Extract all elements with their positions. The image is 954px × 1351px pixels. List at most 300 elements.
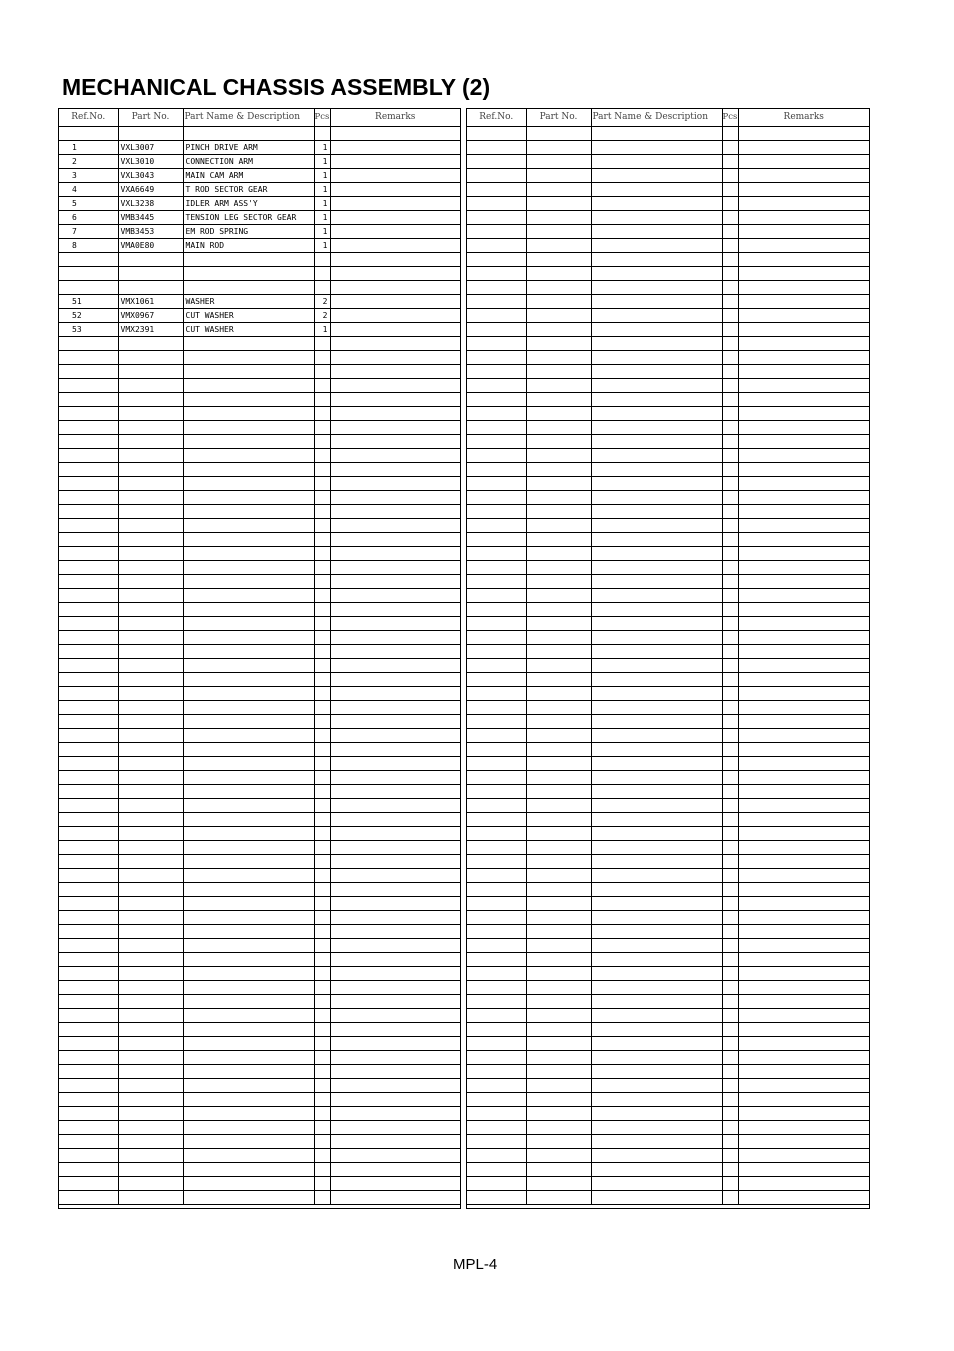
cell-remarks (738, 295, 869, 309)
cell-remarks (330, 1163, 460, 1177)
cell-ref (59, 967, 118, 981)
cell-part (526, 547, 591, 561)
cell-desc (591, 463, 722, 477)
cell-desc (183, 715, 314, 729)
cell-pcs (722, 141, 738, 155)
cell-pcs (314, 925, 330, 939)
cell-part (118, 673, 183, 687)
cell-part (118, 757, 183, 771)
cell-pcs (722, 1009, 738, 1023)
cell-ref (467, 1191, 526, 1205)
cell-ref (467, 295, 526, 309)
cell-ref (59, 1135, 118, 1149)
cell-desc (591, 141, 722, 155)
cell-part (118, 547, 183, 561)
cell-part (526, 379, 591, 393)
cell-ref (467, 183, 526, 197)
cell-remarks (738, 841, 869, 855)
table-row (467, 1177, 869, 1191)
table-row (59, 631, 460, 645)
cell-desc (591, 519, 722, 533)
cell-ref (467, 1149, 526, 1163)
table-row (467, 519, 869, 533)
cell-pcs (722, 435, 738, 449)
cell-desc (183, 421, 314, 435)
cell-pcs (314, 1093, 330, 1107)
table-row (467, 127, 869, 141)
cell-remarks (738, 1163, 869, 1177)
cell-pcs (314, 561, 330, 575)
table-row (59, 645, 460, 659)
cell-pcs (314, 1177, 330, 1191)
cell-desc (183, 435, 314, 449)
cell-pcs (314, 1065, 330, 1079)
cell-pcs (722, 799, 738, 813)
cell-remarks (738, 729, 869, 743)
cell-pcs (722, 603, 738, 617)
cell-ref (467, 547, 526, 561)
cell-pcs (314, 855, 330, 869)
cell-part (118, 645, 183, 659)
cell-desc (591, 659, 722, 673)
cell-desc (183, 841, 314, 855)
cell-pcs (314, 771, 330, 785)
cell-pcs (722, 589, 738, 603)
cell-pcs (722, 239, 738, 253)
cell-part (526, 925, 591, 939)
cell-ref (59, 449, 118, 463)
cell-desc (183, 449, 314, 463)
table-row (467, 1037, 869, 1051)
cell-part (526, 309, 591, 323)
table-row (59, 323, 460, 337)
cell-ref (59, 799, 118, 813)
table-row (467, 435, 869, 449)
cell-remarks (330, 421, 460, 435)
cell-ref (467, 659, 526, 673)
table-row (467, 771, 869, 785)
cell-part (526, 939, 591, 953)
cell-remarks (330, 995, 460, 1009)
table-row (59, 715, 460, 729)
cell-ref (467, 1135, 526, 1149)
cell-desc (183, 561, 314, 575)
cell-pcs (722, 575, 738, 589)
table-row (59, 365, 460, 379)
header-pcs: Pcs (722, 109, 738, 127)
table-row (59, 267, 460, 281)
table-row (467, 547, 869, 561)
cell-ref (467, 253, 526, 267)
cell-pcs (314, 435, 330, 449)
cell-part (526, 1023, 591, 1037)
cell-desc (183, 757, 314, 771)
cell-ref (59, 631, 118, 645)
cell-desc (183, 827, 314, 841)
cell-remarks (738, 1191, 869, 1205)
cell-part (526, 533, 591, 547)
cell-pcs (722, 337, 738, 351)
cell-ref: 52 (59, 309, 118, 323)
cell-part (526, 477, 591, 491)
cell-part (118, 407, 183, 421)
cell-part (118, 435, 183, 449)
cell-remarks (330, 1135, 460, 1149)
cell-ref (467, 309, 526, 323)
cell-pcs (314, 421, 330, 435)
cell-pcs (314, 505, 330, 519)
cell-pcs (722, 519, 738, 533)
cell-part (118, 1093, 183, 1107)
cell-ref (59, 1177, 118, 1191)
cell-part: VXL3010 (118, 155, 183, 169)
cell-pcs (314, 799, 330, 813)
cell-pcs (314, 1023, 330, 1037)
cell-remarks (330, 645, 460, 659)
table-row (59, 953, 460, 967)
cell-part (526, 281, 591, 295)
table-row (59, 421, 460, 435)
cell-desc (591, 225, 722, 239)
cell-part (526, 813, 591, 827)
cell-pcs (722, 1037, 738, 1051)
cell-pcs (314, 589, 330, 603)
cell-ref (467, 421, 526, 435)
cell-part (118, 799, 183, 813)
cell-part (118, 1149, 183, 1163)
cell-desc (591, 337, 722, 351)
cell-pcs (722, 351, 738, 365)
cell-pcs (314, 883, 330, 897)
cell-ref (467, 743, 526, 757)
table-row (59, 939, 460, 953)
cell-pcs (314, 463, 330, 477)
cell-pcs (722, 911, 738, 925)
cell-pcs (722, 813, 738, 827)
cell-remarks (738, 449, 869, 463)
cell-part (526, 365, 591, 379)
cell-part (118, 1079, 183, 1093)
cell-pcs (314, 911, 330, 925)
cell-remarks (738, 533, 869, 547)
cell-ref (59, 1023, 118, 1037)
table-row (59, 463, 460, 477)
cell-part (526, 323, 591, 337)
cell-pcs (314, 407, 330, 421)
cell-remarks (330, 141, 460, 155)
cell-pcs (722, 211, 738, 225)
cell-pcs: 2 (314, 295, 330, 309)
cell-desc (183, 967, 314, 981)
cell-pcs (314, 253, 330, 267)
cell-ref: 8 (59, 239, 118, 253)
cell-remarks (738, 1093, 869, 1107)
cell-desc (591, 575, 722, 589)
cell-ref (467, 575, 526, 589)
cell-part (118, 967, 183, 981)
table-row (59, 435, 460, 449)
cell-remarks (330, 351, 460, 365)
cell-part (118, 939, 183, 953)
cell-ref (59, 925, 118, 939)
cell-ref (59, 547, 118, 561)
cell-part (526, 981, 591, 995)
cell-pcs (722, 533, 738, 547)
cell-ref (467, 883, 526, 897)
table-row (467, 477, 869, 491)
cell-remarks (330, 155, 460, 169)
cell-part (118, 687, 183, 701)
table-row (467, 883, 869, 897)
cell-pcs (314, 715, 330, 729)
cell-ref (467, 771, 526, 785)
cell-remarks (330, 365, 460, 379)
table-row (59, 407, 460, 421)
table-row (467, 533, 869, 547)
cell-part (118, 589, 183, 603)
cell-ref (59, 687, 118, 701)
table-row (59, 603, 460, 617)
cell-remarks (330, 393, 460, 407)
table-row (59, 1079, 460, 1093)
cell-ref (467, 323, 526, 337)
cell-remarks (738, 127, 869, 141)
cell-part (526, 869, 591, 883)
cell-pcs (722, 407, 738, 421)
cell-desc (591, 687, 722, 701)
cell-ref (59, 1065, 118, 1079)
cell-desc (591, 757, 722, 771)
cell-pcs (722, 967, 738, 981)
cell-desc (183, 897, 314, 911)
cell-part (118, 701, 183, 715)
cell-ref (59, 729, 118, 743)
cell-ref (59, 757, 118, 771)
cell-pcs (722, 127, 738, 141)
cell-desc (591, 939, 722, 953)
table-row (59, 1121, 460, 1135)
cell-desc (591, 743, 722, 757)
cell-part (526, 211, 591, 225)
table-row (467, 463, 869, 477)
cell-desc (591, 897, 722, 911)
cell-remarks (738, 351, 869, 365)
cell-pcs (722, 617, 738, 631)
cell-desc (591, 785, 722, 799)
cell-pcs (722, 505, 738, 519)
cell-remarks (330, 1177, 460, 1191)
cell-part (526, 953, 591, 967)
cell-pcs (722, 883, 738, 897)
header-remarks: Remarks (738, 109, 869, 127)
table-row (59, 519, 460, 533)
cell-ref (59, 645, 118, 659)
cell-part (526, 127, 591, 141)
cell-desc (183, 925, 314, 939)
cell-desc (183, 351, 314, 365)
cell-remarks (330, 813, 460, 827)
cell-part (118, 351, 183, 365)
cell-desc: EM ROD SPRING (183, 225, 314, 239)
cell-remarks (330, 967, 460, 981)
cell-desc (183, 1079, 314, 1093)
cell-pcs (314, 1135, 330, 1149)
cell-ref (59, 617, 118, 631)
cell-remarks (330, 701, 460, 715)
cell-desc (591, 645, 722, 659)
cell-pcs (722, 225, 738, 239)
table-row (59, 379, 460, 393)
table-row (59, 1009, 460, 1023)
cell-remarks (738, 967, 869, 981)
header-part-no: Part No. (118, 109, 183, 127)
cell-desc (591, 1177, 722, 1191)
cell-desc (591, 127, 722, 141)
cell-remarks (330, 589, 460, 603)
cell-remarks (738, 715, 869, 729)
cell-desc (591, 491, 722, 505)
table-row (59, 813, 460, 827)
cell-ref (59, 939, 118, 953)
cell-remarks (330, 197, 460, 211)
cell-desc (591, 1051, 722, 1065)
cell-remarks (330, 1037, 460, 1051)
cell-desc (183, 799, 314, 813)
cell-ref (59, 1149, 118, 1163)
cell-desc (183, 1107, 314, 1121)
cell-pcs (314, 869, 330, 883)
cell-part (526, 1135, 591, 1149)
cell-desc (183, 939, 314, 953)
cell-desc (591, 813, 722, 827)
cell-desc (591, 169, 722, 183)
cell-part (526, 141, 591, 155)
table-row (59, 617, 460, 631)
cell-ref (467, 603, 526, 617)
cell-ref (59, 463, 118, 477)
cell-pcs (314, 701, 330, 715)
cell-remarks (738, 1135, 869, 1149)
cell-part: VXA6649 (118, 183, 183, 197)
cell-ref (59, 561, 118, 575)
cell-ref: 6 (59, 211, 118, 225)
cell-remarks (738, 589, 869, 603)
cell-desc (183, 533, 314, 547)
cell-part (118, 1135, 183, 1149)
cell-remarks (738, 617, 869, 631)
cell-pcs (722, 953, 738, 967)
table-row (467, 351, 869, 365)
table-row (59, 337, 460, 351)
cell-pcs (722, 687, 738, 701)
cell-desc (183, 1135, 314, 1149)
cell-ref (467, 491, 526, 505)
cell-ref: 5 (59, 197, 118, 211)
cell-remarks (738, 855, 869, 869)
cell-ref (467, 211, 526, 225)
cell-desc (183, 883, 314, 897)
page-title: MECHANICAL CHASSIS ASSEMBLY (2) (62, 74, 491, 100)
cell-part (526, 883, 591, 897)
cell-desc (591, 925, 722, 939)
cell-part (118, 127, 183, 141)
cell-ref (467, 1009, 526, 1023)
cell-desc (591, 435, 722, 449)
cell-pcs (314, 281, 330, 295)
cell-pcs (314, 631, 330, 645)
table-row (467, 967, 869, 981)
cell-pcs (722, 477, 738, 491)
cell-ref (59, 883, 118, 897)
cell-ref (467, 869, 526, 883)
cell-remarks (330, 659, 460, 673)
cell-remarks (330, 1107, 460, 1121)
cell-remarks (738, 561, 869, 575)
cell-desc (183, 365, 314, 379)
cell-desc (591, 547, 722, 561)
parts-list-table (59, 109, 460, 1205)
cell-part: VMB3453 (118, 225, 183, 239)
cell-part (118, 1009, 183, 1023)
cell-desc (591, 561, 722, 575)
table-row (467, 379, 869, 393)
cell-desc (591, 715, 722, 729)
cell-pcs (722, 939, 738, 953)
cell-pcs (314, 939, 330, 953)
table-row (467, 155, 869, 169)
cell-desc (183, 645, 314, 659)
table-row (59, 183, 460, 197)
cell-pcs: 1 (314, 141, 330, 155)
cell-remarks (330, 211, 460, 225)
cell-pcs (722, 1163, 738, 1177)
cell-desc (591, 729, 722, 743)
cell-pcs (314, 519, 330, 533)
cell-pcs (722, 295, 738, 309)
table-row (467, 1079, 869, 1093)
table-row (59, 169, 460, 183)
cell-pcs (722, 281, 738, 295)
cell-pcs (314, 827, 330, 841)
table-row (467, 211, 869, 225)
cell-ref (467, 169, 526, 183)
cell-pcs (722, 183, 738, 197)
cell-desc (183, 771, 314, 785)
cell-desc (183, 379, 314, 393)
cell-remarks (738, 575, 869, 589)
cell-pcs (314, 393, 330, 407)
cell-remarks (738, 365, 869, 379)
cell-part (526, 155, 591, 169)
cell-remarks (330, 841, 460, 855)
cell-ref (59, 127, 118, 141)
cell-desc (591, 421, 722, 435)
cell-ref (467, 715, 526, 729)
table-row (467, 267, 869, 281)
cell-pcs (314, 1079, 330, 1093)
cell-desc (183, 1065, 314, 1079)
cell-ref (467, 729, 526, 743)
cell-desc (591, 309, 722, 323)
cell-desc (183, 729, 314, 743)
table-row (467, 813, 869, 827)
cell-desc (183, 1009, 314, 1023)
cell-part (526, 337, 591, 351)
cell-ref (467, 855, 526, 869)
cell-remarks (738, 435, 869, 449)
cell-part (526, 687, 591, 701)
cell-part (118, 925, 183, 939)
